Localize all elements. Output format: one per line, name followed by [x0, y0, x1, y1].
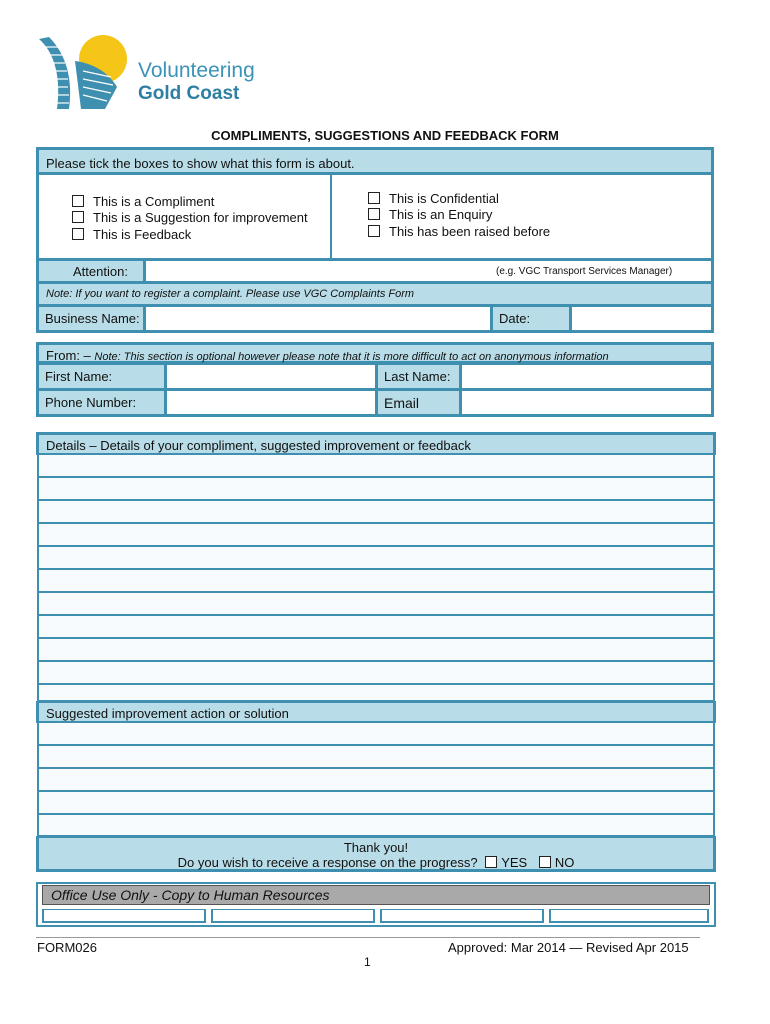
- business-name-field[interactable]: [144, 305, 492, 333]
- tick-section-header-text: Please tick the boxes to show what this form is about.: [46, 156, 355, 171]
- details-line-10[interactable]: [37, 662, 715, 685]
- option-feedback[interactable]: [72, 227, 191, 242]
- attention-field[interactable]: [144, 258, 714, 283]
- suggested-line-4[interactable]: [37, 792, 715, 815]
- suggested-line-2[interactable]: [37, 746, 715, 769]
- email-label-text: Email: [384, 394, 420, 411]
- no-label: NO: [554, 855, 575, 870]
- suggested-section-header: [36, 701, 716, 723]
- last-name-label: [376, 363, 461, 390]
- business-name-label-text: Business Name:: [45, 311, 140, 326]
- details-line-6[interactable]: [37, 570, 715, 593]
- details-line-7[interactable]: [37, 593, 715, 616]
- option-enquiry[interactable]: [368, 207, 492, 222]
- office-use-field-3[interactable]: [380, 909, 544, 923]
- response-question: Do you wish to receive a response on the progress?: [177, 855, 478, 870]
- option-feedback-label: This is Feedback: [93, 227, 192, 242]
- option-raised-before[interactable]: [368, 224, 550, 239]
- details-line-1[interactable]: [37, 455, 715, 478]
- office-use-field-1[interactable]: [42, 909, 206, 923]
- thank-you-text: Thank you!: [343, 840, 409, 855]
- footer-divider: [36, 937, 700, 938]
- suggested-line-1[interactable]: [37, 723, 715, 746]
- phone-label-text: Phone Number:: [45, 395, 137, 410]
- option-suggestion-label: This is a Suggestion for improvement: [93, 210, 308, 225]
- business-name-label: [36, 305, 145, 333]
- details-line-5[interactable]: [37, 547, 715, 570]
- details-header-text: Details – Details of your compliment, suggested improvement or feedback: [46, 438, 471, 453]
- logo-line-1: Volunteering: [138, 59, 255, 82]
- email-label: [376, 389, 461, 417]
- approved-text: Approved: Mar 2014 — Revised Apr 2015: [448, 940, 689, 955]
- tick-section-header: [36, 147, 714, 175]
- option-compliment-label: This is a Compliment: [93, 194, 215, 209]
- complaint-note: [36, 282, 714, 306]
- suggested-header-text: Suggested improvement action or solution: [46, 706, 289, 721]
- details-line-11[interactable]: [37, 685, 715, 702]
- office-use-field-4[interactable]: [549, 909, 709, 923]
- page-title: COMPLIMENTS, SUGGESTIONS AND FEEDBACK FORM: [211, 128, 559, 143]
- confidential-checkbox[interactable]: [368, 192, 380, 204]
- last-name-label-text: Last Name:: [384, 369, 451, 384]
- feedback-checkbox[interactable]: [72, 228, 84, 240]
- raised-before-checkbox[interactable]: [368, 225, 380, 237]
- no-checkbox[interactable]: [539, 856, 551, 868]
- from-note: Note: This section is optional however please note that it is more difficult to act on anonymous information: [94, 351, 609, 363]
- yes-checkbox[interactable]: [485, 856, 497, 868]
- details-line-4[interactable]: [37, 524, 715, 547]
- enquiry-checkbox[interactable]: [368, 208, 380, 220]
- date-label: [491, 305, 571, 333]
- option-suggestion[interactable]: [72, 210, 308, 225]
- last-name-field[interactable]: [460, 363, 714, 390]
- complaint-note-text: Note: If you want to register a complaint. Please use VGC Complaints Form: [46, 288, 415, 300]
- logo-mark-icon: [35, 33, 135, 113]
- option-raised-before-label: This has been raised before: [389, 224, 551, 239]
- phone-label: [36, 389, 166, 417]
- email-field[interactable]: [460, 389, 714, 417]
- attention-label-text: Attention:: [73, 263, 128, 279]
- options-divider: [330, 174, 332, 259]
- details-line-3[interactable]: [37, 501, 715, 524]
- yes-label: YES: [501, 855, 528, 870]
- option-compliment[interactable]: [72, 194, 214, 209]
- suggestion-checkbox[interactable]: [72, 211, 84, 223]
- office-use-header: [42, 885, 710, 905]
- office-use-text: Office Use Only - Copy to Human Resources: [51, 887, 330, 903]
- first-name-field[interactable]: [165, 363, 377, 390]
- office-use-field-2[interactable]: [211, 909, 375, 923]
- attention-label: [36, 258, 145, 283]
- suggested-line-3[interactable]: [37, 769, 715, 792]
- date-label-text: Date:: [499, 311, 531, 326]
- page-number: 1: [364, 955, 371, 969]
- details-section-header: [36, 432, 716, 455]
- form-code: FORM026: [37, 940, 97, 955]
- first-name-label: [36, 363, 166, 390]
- suggested-line-5[interactable]: [37, 815, 715, 837]
- response-row: [36, 855, 716, 870]
- option-confidential[interactable]: [368, 191, 499, 206]
- details-line-8[interactable]: [37, 616, 715, 639]
- details-line-2[interactable]: [37, 478, 715, 501]
- first-name-label-text: First Name:: [45, 369, 113, 384]
- from-label: From: –: [46, 348, 95, 363]
- from-section-header: [36, 342, 714, 364]
- phone-field[interactable]: [165, 389, 377, 417]
- attention-hint: (e.g. VGC Transport Services Manager): [496, 266, 673, 277]
- details-line-9[interactable]: [37, 639, 715, 662]
- option-enquiry-label: This is an Enquiry: [389, 207, 493, 222]
- logo-line-2: Gold Coast: [138, 83, 240, 104]
- logo: [35, 33, 275, 113]
- option-confidential-label: This is Confidential: [389, 191, 499, 206]
- compliment-checkbox[interactable]: [72, 195, 84, 207]
- date-field[interactable]: [570, 305, 714, 333]
